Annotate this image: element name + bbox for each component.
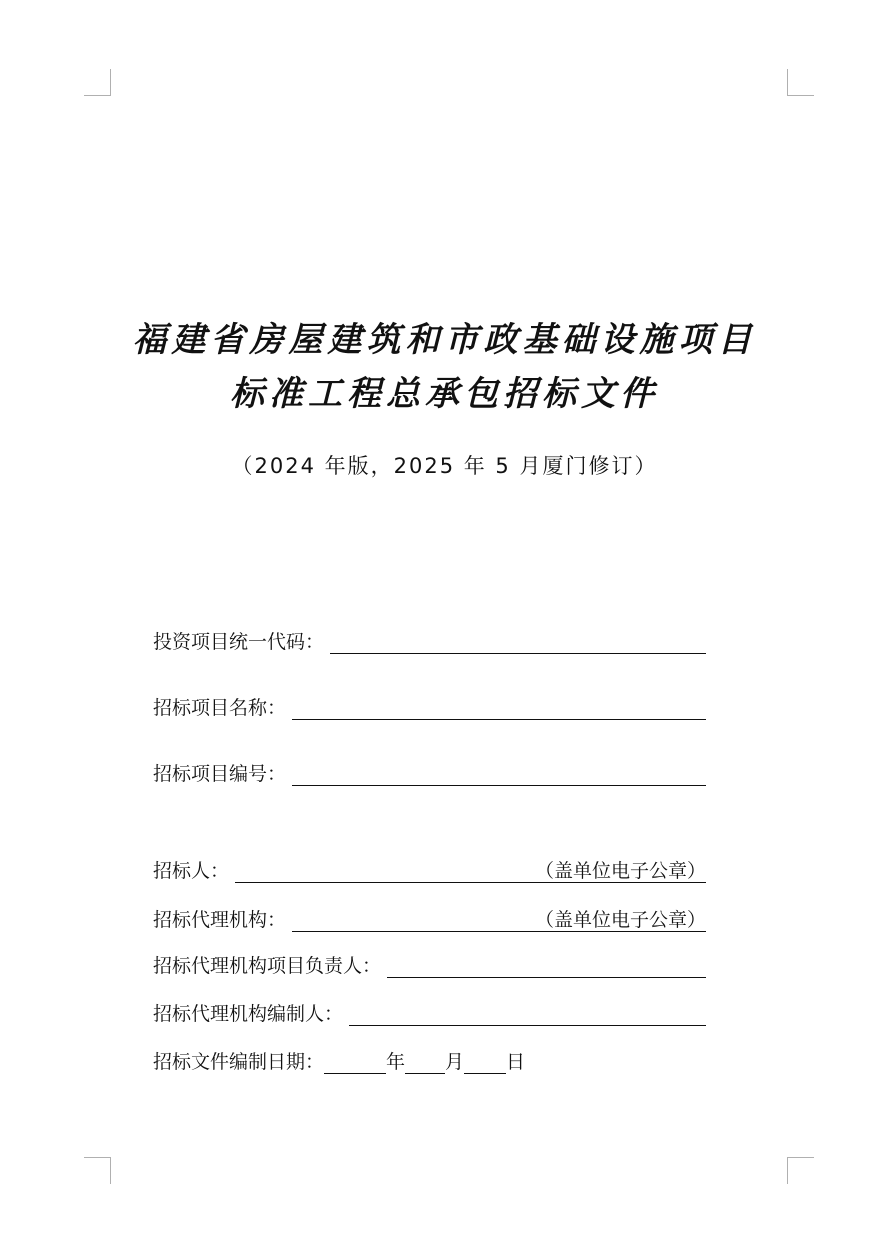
year-label: 年 [386,1051,406,1073]
project-number-label: 招标项目编号： [153,763,287,785]
agency-manager-label: 招标代理机构项目负责人： [153,955,382,977]
project-name-row [153,694,706,720]
project-name-field[interactable] [292,697,706,720]
tenderer-field[interactable] [235,860,706,883]
investment-code-field[interactable] [330,631,706,654]
day-label: 日 [506,1051,526,1073]
project-number-field[interactable] [292,763,706,786]
document-title-line-1: 福建省房屋建筑和市政基础设施项目 [132,320,757,360]
agency-label: 招标代理机构： [153,909,287,931]
crop-mark-top-left [84,69,111,96]
tenderer-label: 招标人： [153,860,230,882]
investment-code-label: 投资项目统一代码： [153,631,325,653]
compile-date-label: 招标文件编制日期： [153,1051,325,1073]
agency-compiler-label: 招标代理机构编制人： [153,1003,344,1025]
agency-manager-row [153,952,706,978]
document-subtitle: （2024 年版，2025 年 5 月厦门修订） [231,454,658,478]
tenderer-row [153,857,706,883]
agency-manager-field[interactable] [387,955,706,978]
month-label: 月 [445,1051,465,1073]
crop-mark-top-right [787,69,814,96]
year-field[interactable] [324,1051,386,1074]
project-number-row [153,760,706,786]
investment-code-row [153,628,706,654]
agency-field[interactable] [292,909,706,932]
agency-compiler-field[interactable] [349,1003,706,1026]
crop-mark-bottom-right [787,1157,814,1184]
document-title-line-2: 标准工程总承包招标文件 [230,374,659,414]
month-field[interactable] [405,1051,445,1074]
day-field[interactable] [464,1051,506,1074]
tenderer-seal-note: （盖单位电子公章） [534,860,706,882]
agency-compiler-row [153,1000,706,1026]
compile-date-row [153,1048,525,1074]
agency-row [153,906,706,932]
agency-seal-note: （盖单位电子公章） [534,909,706,931]
crop-mark-bottom-left [84,1157,111,1184]
project-name-label: 招标项目名称： [153,697,287,719]
